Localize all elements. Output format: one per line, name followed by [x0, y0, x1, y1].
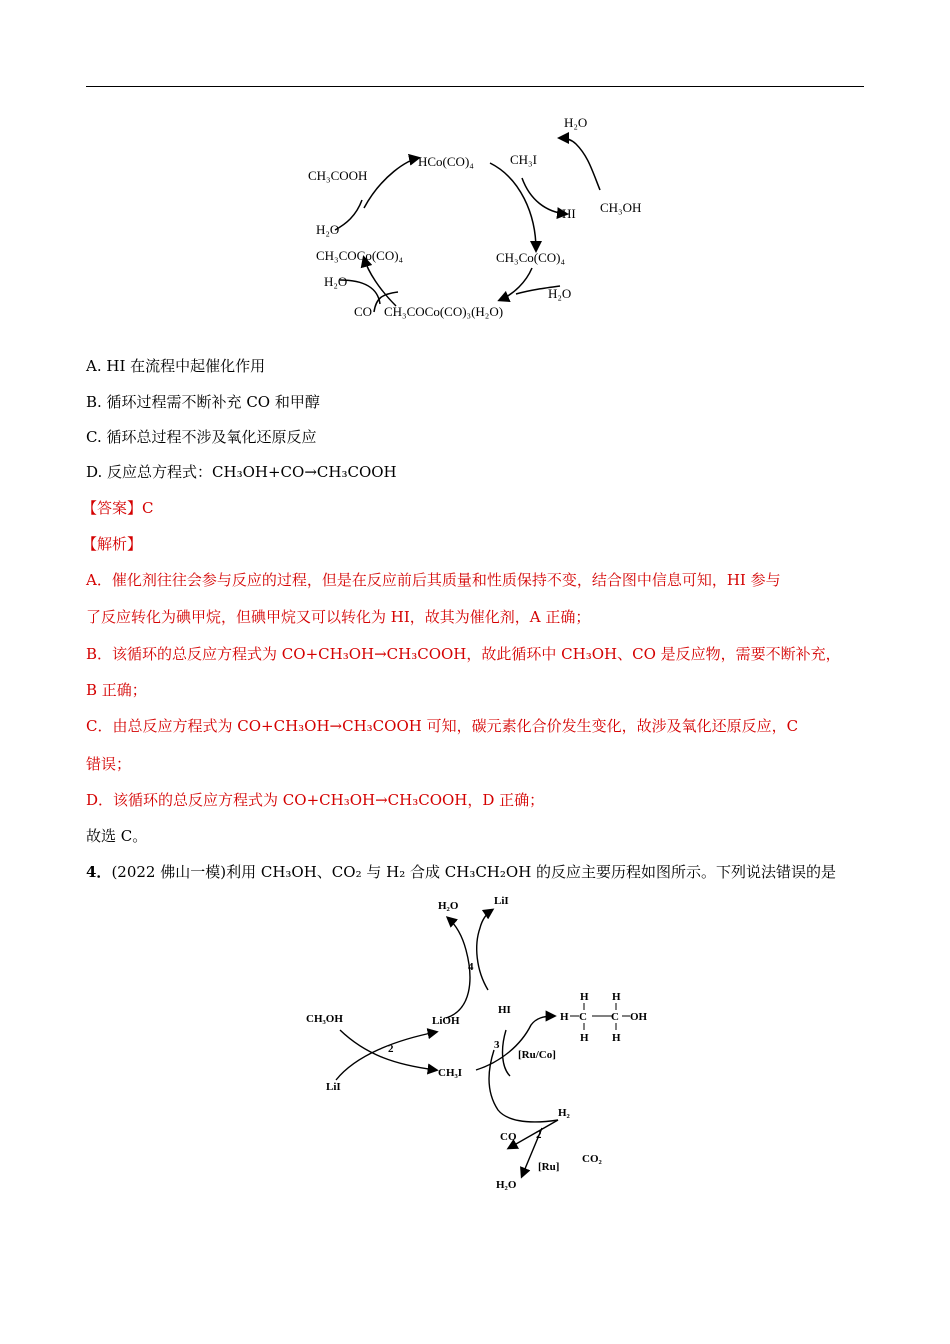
species-h2o-top: H₂O	[438, 900, 459, 912]
atom-h-top-2: H	[612, 991, 621, 1003]
catalyst-ru: [Ru]	[538, 1161, 560, 1173]
species-ch3oh: CH₃OH	[306, 1013, 343, 1025]
species-h2o-left: H₂O	[316, 222, 340, 237]
atom-c1: C	[579, 1011, 587, 1023]
atom-h-bottom-1: H	[580, 1032, 589, 1044]
species-ch3oh: CH₃OH	[600, 200, 642, 215]
analysis-line-6: 错误；	[86, 755, 132, 773]
atom-h-top-1: H	[580, 991, 589, 1003]
species-hi: HI	[562, 206, 576, 221]
analysis-line-3: B．该循环的总反应方程式为 CO+CH₃OH→CH₃COOH，故此循环中 CH₃OH、CO 是反应物，需要不断补充，	[86, 645, 841, 663]
analysis-line-7: D．该循环的总反应方程式为 CO+CH₃OH→CH₃COOH，D 正确；	[86, 791, 545, 809]
step-3-label: 3	[494, 1039, 500, 1051]
step-2-lower-label: 2	[536, 1129, 542, 1141]
catalyst-ru-co-text: Ru/Co	[521, 1049, 553, 1061]
species-lioh: LiOH	[432, 1015, 460, 1027]
catalytic-cycle-figure	[290, 100, 670, 332]
atom-oh: OH	[630, 1011, 648, 1023]
atom-c2: C	[611, 1011, 619, 1023]
analysis-label: 【解析】	[82, 535, 143, 553]
species-h2o-top: H₂O	[564, 115, 588, 130]
header-rule	[86, 86, 864, 87]
species-h2o-mid-left: H₂O	[324, 274, 348, 289]
species-hi: HI	[498, 1004, 511, 1016]
species-hco-co4: HCo(CO)₄	[418, 154, 474, 169]
atom-h-left: H	[560, 1011, 569, 1023]
species-co2: CO₂	[582, 1153, 602, 1165]
step-4-label: 4	[468, 961, 474, 973]
analysis-line-4: B 正确；	[86, 681, 147, 699]
species-lii-bottom: LiI	[326, 1081, 341, 1093]
conclusion-line: 故选 C。	[86, 827, 148, 845]
analysis-line-2: 了反应转化为碘甲烷，但碘甲烷又可以转化为 HI，故其为催化剂，A 正确；	[86, 608, 591, 626]
ethanol-structure	[560, 991, 648, 1044]
species-ch3i: CH₃I	[438, 1067, 463, 1079]
species-ch3coco-co3-h2o: CH₃COCo(CO)₃(H₂O)	[384, 304, 504, 319]
question-4	[86, 862, 836, 882]
species-h2o-mid-right: H₂O	[548, 286, 572, 301]
option-c: C. 循环总过程不涉及氧化还原反应	[86, 428, 317, 446]
atom-h-bottom-2: H	[612, 1032, 621, 1044]
species-co: CO	[354, 304, 373, 319]
catalyst-ru-text: Ru	[541, 1161, 556, 1173]
question-number: 4．	[86, 863, 112, 881]
species-co: CO	[500, 1131, 517, 1143]
question-text: (2022 佛山一模)利用 CH₃OH、CO₂ 与 H₂ 合成 CH₃CH₂OH 的反应主要历程如图所示。下列说法错误的是	[111, 863, 837, 881]
catalyst-ru-co: [Ru/Co]	[518, 1049, 556, 1061]
analysis-line-5: C．由总反应方程式为 CO+CH₃OH→CH₃COOH 可知，碳元素化合价发生变化，故涉及氧化还原反应，C	[86, 717, 799, 735]
species-lii-top: LiI	[494, 895, 509, 907]
ethanol-mechanism-figure	[296, 890, 656, 1200]
step-2-upper-label: 2	[388, 1043, 394, 1055]
species-h2: H₂	[558, 1107, 570, 1119]
option-a: A. HI 在流程中起催化作用	[86, 357, 266, 375]
option-d: D. 反应总方程式：CH₃OH+CO→CH₃COOH	[86, 463, 397, 481]
species-ch3coco-co4: CH₃COCo(CO)₄	[316, 248, 404, 263]
species-ch3co-co4: CH₃Co(CO)₄	[496, 250, 566, 265]
species-h2o-bottom: H₂O	[496, 1179, 517, 1191]
species-ch3i: CH₃I	[510, 152, 537, 167]
answer-line: 【答案】C	[82, 499, 154, 517]
species-ch3cooh: CH₃COOH	[308, 168, 368, 183]
analysis-line-1: A．催化剂往往会参与反应的过程，但是在反应前后其质量和性质保持不变，结合图中信息可知，HI 参与	[86, 571, 781, 589]
option-b: B. 循环过程需不断补充 CO 和甲醇	[86, 393, 320, 411]
